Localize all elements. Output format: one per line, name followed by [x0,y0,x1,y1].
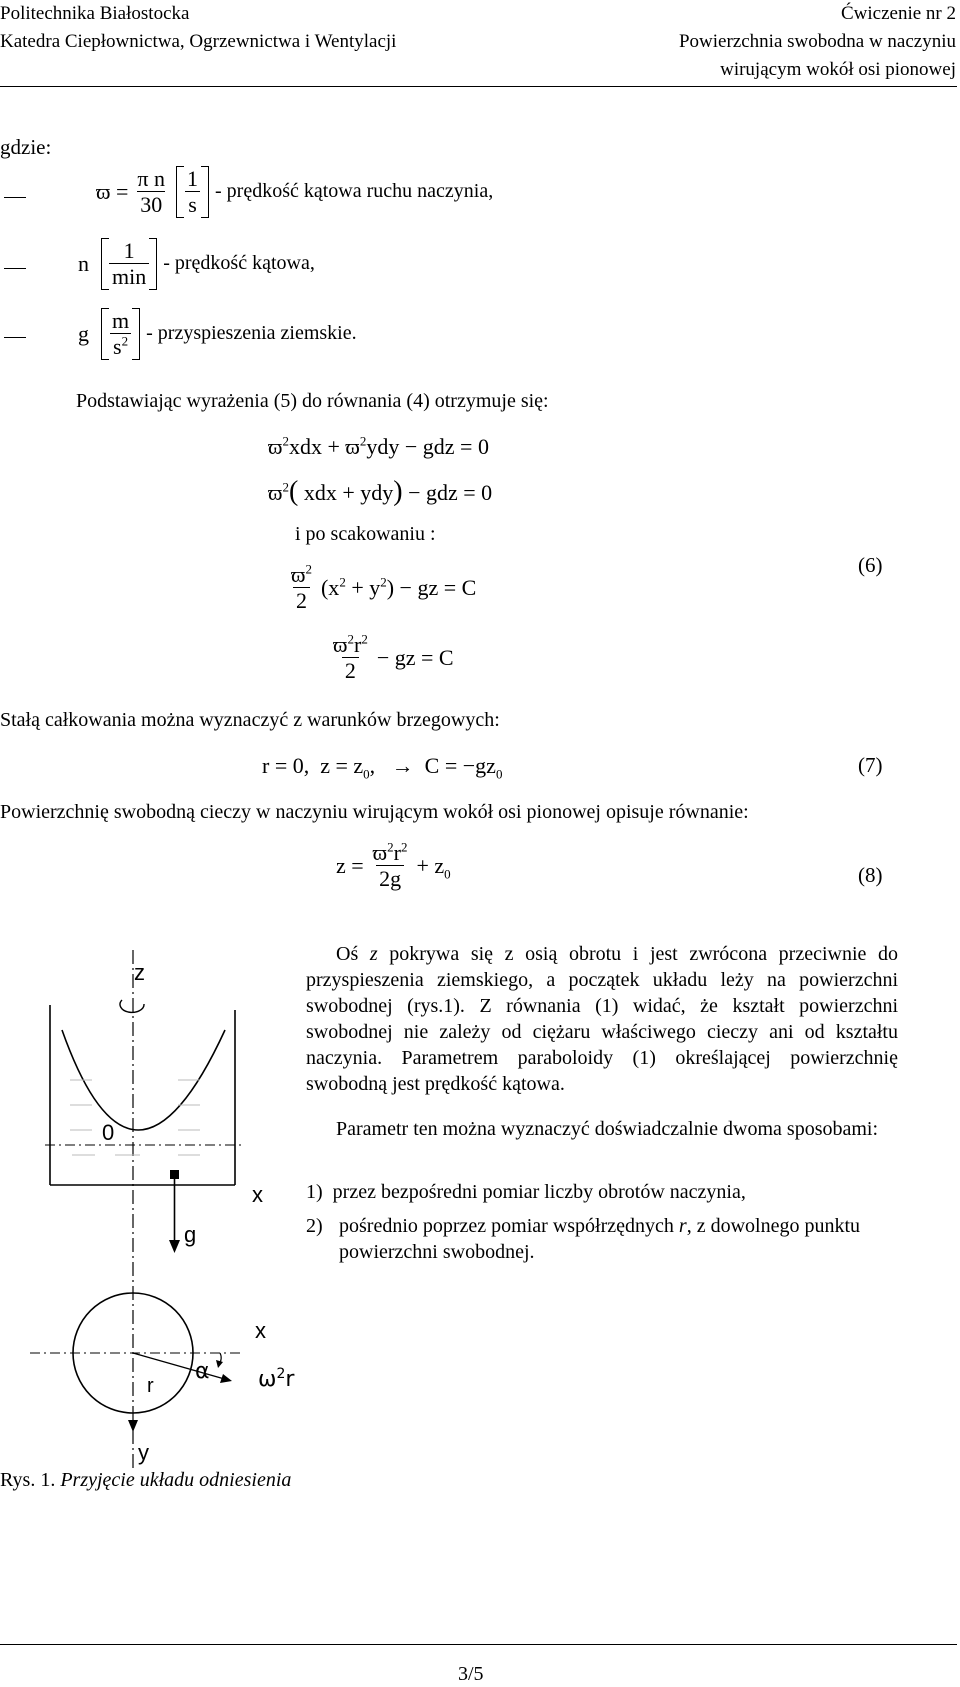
g-description: - przyspieszenia ziemskie. [146,322,357,345]
list-item: pośrednio poprzez pomiar współrzędnych r, z dowolnego punktu powierzchni swobodnej. [339,1215,861,1263]
equation-line-1: $ϖ^2xdx + ϖ^2ydy$ − gdz = 0 [268,433,489,459]
exercise-title-line2: wirującym wokół osi pionowej [720,59,956,80]
g-definition: g $\frac{m}{s^2}$ - przyspieszenia ziemskie. [78,308,357,360]
header-left [0,0,396,56]
gravity-mass [170,1170,179,1179]
header-right [679,0,956,84]
figure-caption: Rys. 1. Przyjęcie układu odniesienia [0,1469,292,1491]
label-r: r [147,1375,154,1397]
label-x-top: x [255,1318,266,1343]
boundary-condition-equation: r = 0, $z = z_0$, → $C = -gz_0$ [262,753,503,782]
surface-equation: z = $\frac{ϖ^2r^2}{2g}$ + $z_0$ [336,839,451,892]
list-item: 1) przez bezpośredni pomiar liczby obrotów naczynia, [306,1181,746,1203]
list-item-number: 2) [306,1215,323,1237]
constant-text: Stałą całkowania można wyznaczyć z warunków brzegowych: [0,709,500,731]
omega-description: - prędkość kątowa ruchu naczynia, [215,180,494,203]
footer-divider [0,1644,957,1645]
where-label: gdzie: [0,135,52,159]
equation-line-4: $\frac{ϖ^2r^2}{2}$ − gz = C [333,631,454,684]
label-g: g [184,1222,197,1247]
page-number: 3/5 [458,1663,484,1685]
label-omega-r: $\omega^2r$ [258,1366,295,1392]
n-definition: n $\frac{1}{\min}$ - prędkość kątowa, [78,238,315,290]
vessel-outline [50,1005,235,1185]
equation-number-7: (7) [858,753,883,777]
exercise-title-line1: Powierzchnia swobodna w naczyniu [678,31,956,52]
surface-text: Powierzchnię swobodną cieczy w naczyniu wirującym wokół osi pionowej opisuje równanie: [0,801,749,823]
reference-frame-figure [0,940,320,1470]
paragraph-method: Parametr ten można wyznaczyć doświadczalnie dwoma sposobami: [336,1118,879,1140]
list-dash [4,337,26,338]
paragraph-axis: Oś z pokrywa się z osią obrotu i jest zwrócona przeciwnie do przyspieszenia ziemskiego, a początek układu leży na powierzchni swobodnej (rys.1). Z równania (1) widać, że kształt powierzchni swobodnej nie zależy od ciężaru właściwego cieczy ani od kształtu naczynia. Parametrem paraboloidy (1) określającej powierzchnię swobodną jest prędkość kątowa. [306,943,899,1095]
intro-text: Podstawiając wyrażenia (5) do równania (4) otrzymuje się: [76,390,549,412]
university-name: Politechnika Białostocka [0,3,190,24]
header-divider [0,86,957,87]
rotation-arrow [120,1000,144,1012]
label-alpha: α [195,1359,210,1384]
label-y: y [138,1440,149,1465]
list-dash [4,197,26,198]
label-z: z [134,960,145,985]
equation-number-8: (8) [858,863,883,887]
department-name: Katedra Ciepłownictwa, Ogrzewnictwa i Wentylacji [0,31,397,52]
exercise-number: Ćwiczenie nr 2 [840,3,956,24]
equation-number-6: (6) [858,553,883,577]
list-dash [4,268,26,269]
label-x: x [252,1182,263,1207]
equation-line-2: $ϖ^2$( xdx + ydy) − gdz = 0 [268,476,493,507]
integration-text: i po scakowaniu : [295,523,436,545]
equation-line-3: $\frac{ϖ^2}{2}$ $(x^2 + y^2)$ − gz = C [291,561,477,614]
label-origin: 0 [102,1120,115,1145]
n-description: - prędkość kątowa, [163,252,315,275]
omega-definition: ϖ = $\frac{\text{π n}}{30}$ $\frac{1}{s}$ - prędkość kątowa ruchu naczynia, [96,166,494,218]
